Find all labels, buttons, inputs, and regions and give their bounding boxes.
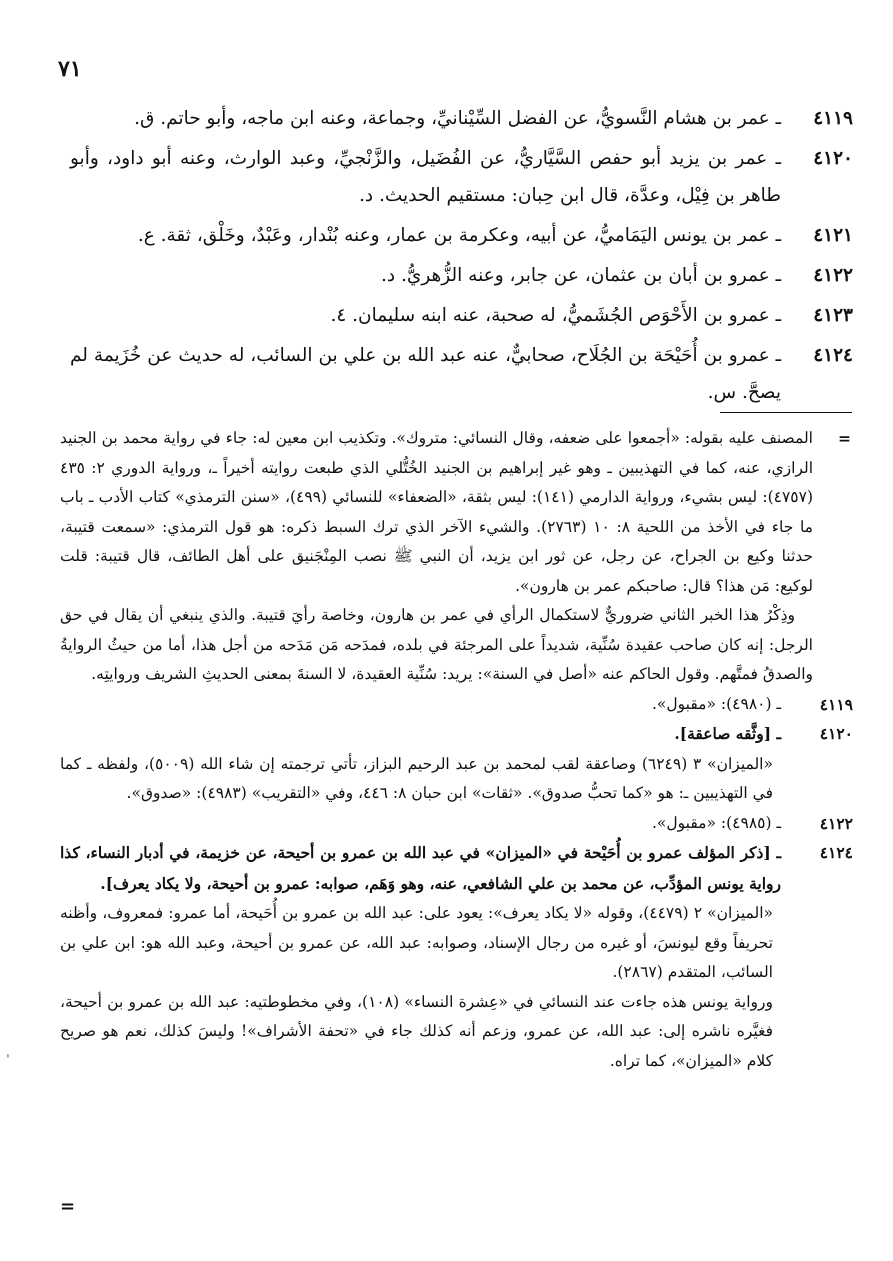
note-text: ـ [وثَّقه صاعقة]. — [674, 724, 781, 743]
note-text: ـ (٤٩٨٥): «مقبول». — [651, 813, 781, 832]
note-4124-detail-2: ورواية يونس هذه جاءت عند النسائي في «عِشرة النساء» (١٠٨)، وفي مخطوطتيه: عبد الله بن عمرو بن أحيحة، فغيَّره ناشره إلى: عبد الله، عن عمرو، وزعم أنه كذلك جاء في «تحفة الأشراف»! وليسَ كذلك، نعم هو صريح كلام «الميزان»، كما تراه. — [60, 992, 773, 1070]
entry-number: ٤١٢٣ — [813, 305, 853, 326]
footnote-text: المصنف عليه بقوله: «أجمعوا على ضعفه، وقال النسائي: متروك». وتكذيب ابن معين له: جاء في رواية محمد بن الجنيد الرازي، عنه، كما في التهذيبين ـ وهو غير إبراهيم بن الجنيد الخُتُّلي الذي طبعت روايته أخيراً ـ، ورواية الدوري ٢: ٤٣٥ (٤٧٥٧): ليس بشيء، ورواية الدارمي (١٤١): ليس بثقة، «الضعفاء» للنسائي (٤٩٩)، «سنن الترمذي» كتاب الأدب ـ باب ما جاء في الأخذ من اللحية ٨: ١٠ (٢٧٦٣). والشيء الآخر الذي ترك السبط ذكره: هو قول الترمذي: «سمعت قتيبة، حدثنا وكيع بن الجراح، عن رجل، عن ثور ابن يزيد، أن النبي ﷺ نصب المِنْجَنيق على أهل الطائف، قال قتيبة: قلت لوكيع: مَن هذا؟ قال: صاحبكم عمر بن هارون». — [60, 429, 813, 595]
footnote-paragraph: وذِكْرُ هذا الخبر الثاني ضروريٌّ لاستكمال الرأي في عمر بن هارون، وخاصة رأيَ قتيبة. والذي ينبغي أن يقال في حق الرجل: إنه كان صاحب عقيدة سُنِّية، شديداً على المرجئة في بلده، فمدَحه مَن مَدَحه من أجل هذا، أما من حيثُ الروايةُ والصدقُ فمتَّهم. وقول الحاكم عنه «أصل في السنة»: يريد: سُنِّية العقيدة، لا السنةَ بمعنى الحديثِ الشريف وروايتِه. — [60, 606, 813, 683]
note-4119 — [60, 690, 853, 720]
note-4120-detail: «الميزان» ٣ (٦٢٤٩) وصاعقة لقب لمحمد بن عبد الرحيم البزاز، تأتي ترجمته إن شاء الله (٥٠٠٩)، ولفظه ـ كما في التهذيبين ـ: هو «كما تحبُّ صدوق». «ثقات» ابن حبان ٨: ٤٤٦، وفي «التقريب» (٤٩٨٣): «صدوق». — [60, 754, 773, 802]
entry-number: ٤١٢١ — [813, 225, 853, 246]
entry-4120 — [70, 140, 853, 214]
page-number: ٧١ — [58, 56, 82, 82]
entry-4121 — [70, 217, 853, 254]
entry-number: ٤١٢٢ — [813, 265, 853, 286]
entry-text: ـ عمر بن يزيد أبو حفص السَّيَّاريُّ، عن الفُضَيل، والزَّنْجيِّ، وعبد الوارث، وعنه أبو داود، وأبو طاهر بن فِيْل، وعدَّة، قال ابن حِبان: مستقيم الحديث. د. — [70, 148, 781, 206]
note-4124 — [60, 838, 853, 899]
note-number: ٤١٢٤ — [819, 843, 853, 862]
footnotes — [60, 424, 853, 1076]
entry-text: ـ عمر بن هشام النَّسويُّ، عن الفضل السِّيْنانيِّ، وجماعة، وعنه ابن ماجه، وأبو حاتم. ق. — [134, 108, 781, 129]
continuation-mark: = — [838, 429, 851, 448]
margin-mark: ˌ — [6, 1044, 10, 1060]
entry-4124 — [70, 337, 853, 411]
note-number: ٤١٢٠ — [819, 724, 853, 743]
note-text: ـ (٤٩٨٠): «مقبول». — [651, 694, 781, 713]
entry-4122 — [70, 257, 853, 294]
entry-number: ٤١٢٤ — [813, 345, 853, 366]
note-4120 — [60, 719, 853, 750]
entry-text: ـ عمرو بن الأَحْوَص الجُشَميُّ، له صحبة، عنه ابنه سليمان. ٤. — [330, 305, 781, 326]
footnote-continuation — [60, 424, 853, 601]
note-4122 — [60, 809, 853, 839]
biography-entries — [70, 100, 853, 414]
entry-number: ٤١٢٠ — [813, 148, 853, 169]
note-number: ٤١١٩ — [819, 694, 853, 714]
footnote-separator — [720, 412, 852, 413]
entry-number: ٤١١٩ — [813, 108, 853, 129]
entry-4119 — [70, 100, 853, 137]
entry-text: ـ عمر بن يونس اليَمَاميُّ، عن أبيه، وعكرمة بن عمار، وعنه بُنْدار، وعَبْدٌ، وخَلْق، ثقة. ع. — [137, 225, 781, 246]
continued-mark: = — [60, 1196, 76, 1217]
entry-text: ـ عمرو بن أُحَيْحَة بن الجُلَاح، صحابيٌّ، عنه عبد الله بن علي بن السائب، له حديث عن خُزَيمة لم يصحَّ. س. — [70, 345, 781, 403]
entry-text: ـ عمرو بن أبان بن عثمان، عن جابر، وعنه الزُّهريُّ. د. — [380, 265, 781, 286]
note-4124-detail: «الميزان» ٢ (٤٤٧٩)، وقوله «لا يكاد يعرف»: يعود على: عبد الله بن عمرو بن أُحَيحة، أما عمرو: فمعروف، وأظنه تحريفاً وقع ليونسَ، أو غيره من رجال الإسناد، وصوابه: عبد الله، عن عمرو بن أحيحة، وعبد الله هو: ابن علي بن السائب، المتقدم (٢٨٦٧). — [60, 904, 773, 981]
note-text: ـ [ذكر المؤلف عمرو بن أُحَيْحة في «الميزان» في عبد الله بن عمرو بن أحيحة، عن خزيمة، في أدبار النساء، كذا رواية يونس المؤدِّب، عن محمد بن علي الشافعي، عنه، وهو وَهَم، صوابه: عمرو بن أحيحة، ولا يكاد يعرف]. — [60, 843, 781, 893]
entry-4123 — [70, 297, 853, 334]
note-number: ٤١٢٢ — [819, 813, 853, 833]
